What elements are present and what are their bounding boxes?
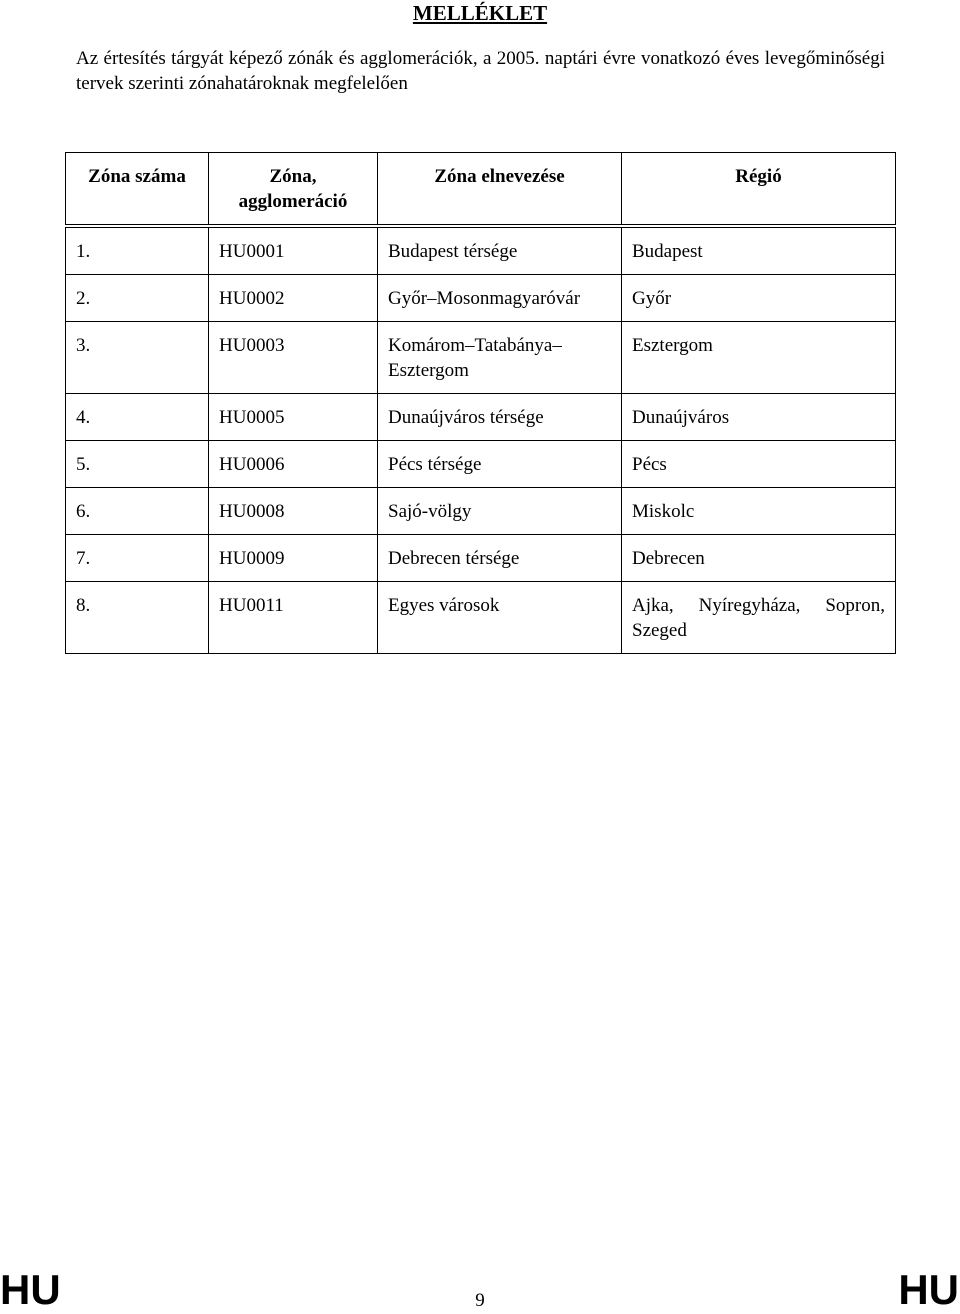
cell-zone-name: Pécs térsége <box>378 441 622 488</box>
cell-zone-number: 1. <box>66 226 209 275</box>
cell-zone-name: Győr–Mosonmagyaróvár <box>378 275 622 322</box>
cell-zone-number: 4. <box>66 394 209 441</box>
header-region: Régió <box>622 153 896 227</box>
cell-zone-code: HU0002 <box>209 275 378 322</box>
cell-region: Dunaújváros <box>622 394 896 441</box>
cell-zone-number: 6. <box>66 488 209 535</box>
cell-zone-code: HU0006 <box>209 441 378 488</box>
cell-zone-code: HU0005 <box>209 394 378 441</box>
cell-zone-name: Debrecen térsége <box>378 535 622 582</box>
cell-zone-name: Dunaújváros térsége <box>378 394 622 441</box>
header-zone-name: Zóna elnevezése <box>378 153 622 227</box>
footer-country-mark-left: HU <box>0 1266 61 1313</box>
cell-zone-number: 7. <box>66 535 209 582</box>
header-zone-agglomeration: Zóna, agglomeráció <box>209 153 378 227</box>
table-row <box>66 535 896 582</box>
cell-region: Esztergom <box>622 322 896 394</box>
cell-zone-code: HU0001 <box>209 226 378 275</box>
cell-zone-number: 3. <box>66 322 209 394</box>
table-row <box>66 322 896 394</box>
cell-region: Miskolc <box>622 488 896 535</box>
table-header <box>66 153 896 227</box>
page-title <box>0 1 960 25</box>
table-row <box>66 275 896 322</box>
cell-zone-name: Sajó-völgy <box>378 488 622 535</box>
cell-zone-code: HU0011 <box>209 582 378 654</box>
table-row <box>66 582 896 654</box>
cell-zone-name: Egyes városok <box>378 582 622 654</box>
cell-region: Ajka, Nyíregyháza, Sopron, Szeged <box>622 582 896 654</box>
cell-zone-code: HU0008 <box>209 488 378 535</box>
cell-region: Budapest <box>622 226 896 275</box>
table-body <box>66 226 896 654</box>
cell-region: Debrecen <box>622 535 896 582</box>
header-zone-number: Zóna száma <box>66 153 209 227</box>
cell-zone-code: HU0003 <box>209 322 378 394</box>
table-row <box>66 226 896 275</box>
intro-paragraph: Az értesítés tárgyát képező zónák és agglomerációk, a 2005. naptári évre vonatkozó éves levegőminőségi tervek szerinti zónahatároknak megfelelően <box>76 48 885 94</box>
cell-zone-number: 5. <box>66 441 209 488</box>
cell-region: Pécs <box>622 441 896 488</box>
cell-zone-name: Budapest térsége <box>378 226 622 275</box>
table-row <box>66 488 896 535</box>
page-number: 9 <box>475 1290 485 1311</box>
footer-country-mark-right: HU <box>898 1266 959 1313</box>
table-row <box>66 441 896 488</box>
cell-zone-name: Komárom–Tatabánya–Esztergom <box>378 322 622 394</box>
cell-zone-number: 8. <box>66 582 209 654</box>
cell-zone-code: HU0009 <box>209 535 378 582</box>
cell-region: Győr <box>622 275 896 322</box>
cell-zone-number: 2. <box>66 275 209 322</box>
zones-table <box>65 152 896 654</box>
header-row <box>66 153 896 227</box>
page-title-text: MELLÉKLET <box>412 1 548 25</box>
table-row <box>66 394 896 441</box>
